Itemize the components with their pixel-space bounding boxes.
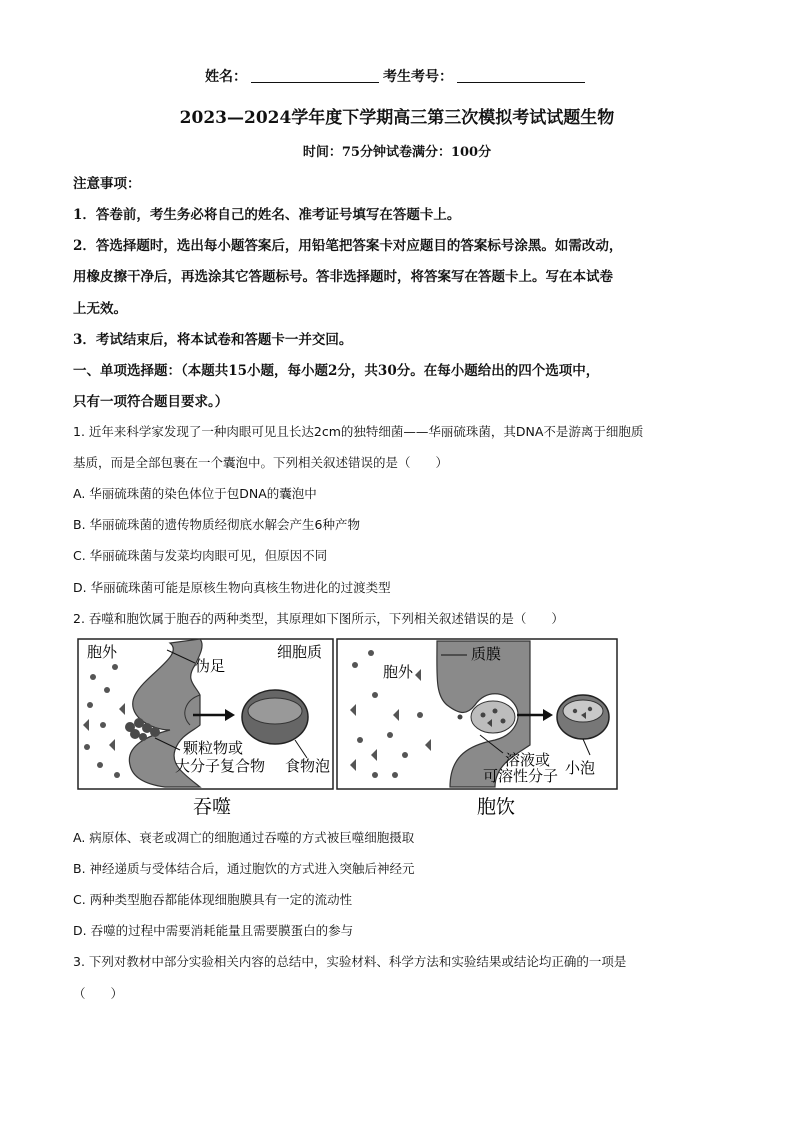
label-outside: 胞外 — [383, 663, 414, 681]
label-vesicle: 小泡 — [565, 759, 596, 777]
exam-subtitle: 时间：75分钟试卷满分：100分 — [302, 145, 492, 160]
exam-id-blank[interactable] — [457, 68, 585, 83]
label-membrane: 质膜 — [471, 645, 502, 663]
exam-title: 2023—2024学年度下学期高三第三次模拟考试试题生物 — [179, 108, 615, 128]
label-solute: 可溶性分子 — [483, 767, 559, 785]
option-c: C. 两种类型胞吞都能体现细胞膜具有一定的流动性 — [73, 892, 353, 907]
option-a: A. 病原体、衰老或凋亡的细胞通过吞噬的方式被巨噬细胞摄取 — [73, 830, 415, 845]
label-outside: 胞外 — [87, 643, 118, 661]
question-stem: 2. 吞噬和胞饮属于胞吞的两种类型，其原理如下图所示，下列相关叙述错误的是（ ） — [73, 611, 564, 626]
label-food-vacuole: 食物泡 — [285, 757, 331, 775]
label-particles: 大分子复合物 — [175, 757, 266, 775]
notice-heading: 注意事项： — [73, 176, 141, 192]
notice-item: 上无效。 — [73, 301, 127, 317]
caption-phagocytosis: 吞噬 — [193, 796, 232, 818]
question-stem: 基质，而是全部包裹在一个囊泡中。下列相关叙述错误的是（ ） — [73, 455, 449, 470]
option-d: D. 吞噬的过程中需要消耗能量且需要膜蛋白的参与 — [73, 923, 354, 938]
endocytosis-figure — [75, 635, 620, 825]
label-cytoplasm: 细胞质 — [277, 643, 323, 661]
section-heading: 只有一项符合题目要求。） — [73, 394, 229, 410]
food-vacuole-inner — [248, 698, 302, 724]
question-stem: 3. 下列对教材中部分实验相关内容的总结中，实验材料、科学方法和实验结果或结论均正确的一项是 — [73, 954, 627, 969]
option-c: C. 华丽硫珠菌与发菜均肉眼可见，但原因不同 — [73, 548, 328, 563]
name-label: 姓名： — [205, 69, 247, 85]
section-heading: 一、单项选择题：（本题共15小题，每小题2分，共30分。在每小题给出的四个选项中， — [73, 363, 600, 379]
caption-pinocytosis: 胞饮 — [477, 796, 516, 818]
name-blank[interactable] — [251, 68, 379, 83]
question-stem: 1. 近年来科学家发现了一种肉眼可见且长达2cm的独特细菌——华丽硫珠菌，其DNA不是游离于细胞质 — [73, 424, 644, 439]
notice-item: 3．考试结束后，将本试卷和答题卡一并交回。 — [73, 332, 353, 348]
small-vesicle-inner — [563, 700, 603, 722]
label-solute: 溶液或 — [505, 751, 551, 769]
option-b: B. 华丽硫珠菌的遗传物质经彻底水解会产生6种产物 — [73, 517, 360, 532]
label-pseudopod: 伪足 — [195, 657, 226, 675]
notice-item: 用橡皮擦干净后，再选涂其它答题标号。答非选择题时，将答案写在答题卡上。写在本试卷 — [73, 269, 613, 285]
option-a: A. 华丽硫珠菌的染色体位于包DNA的囊泡中 — [73, 486, 317, 501]
question-stem: （ ） — [73, 986, 124, 1001]
option-d: D. 华丽硫珠菌可能是原核生物向真核生物进化的过渡类型 — [73, 580, 391, 595]
label-particles: 颗粒物或 — [183, 739, 244, 757]
student-info-line — [0, 66, 794, 86]
option-b: B. 神经递质与受体结合后，通过胞饮的方式进入突触后神经元 — [73, 861, 415, 876]
notice-item: 1．答卷前，考生务必将自己的姓名、准考证号填写在答题卡上。 — [73, 207, 461, 223]
invagination — [471, 701, 515, 733]
notice-item: 2．答选择题时，选出每小题答案后，用铅笔把答案卡对应题目的答案标号涂黑。如需改动， — [73, 238, 623, 254]
exam-id-label: 考生考号： — [383, 69, 453, 85]
